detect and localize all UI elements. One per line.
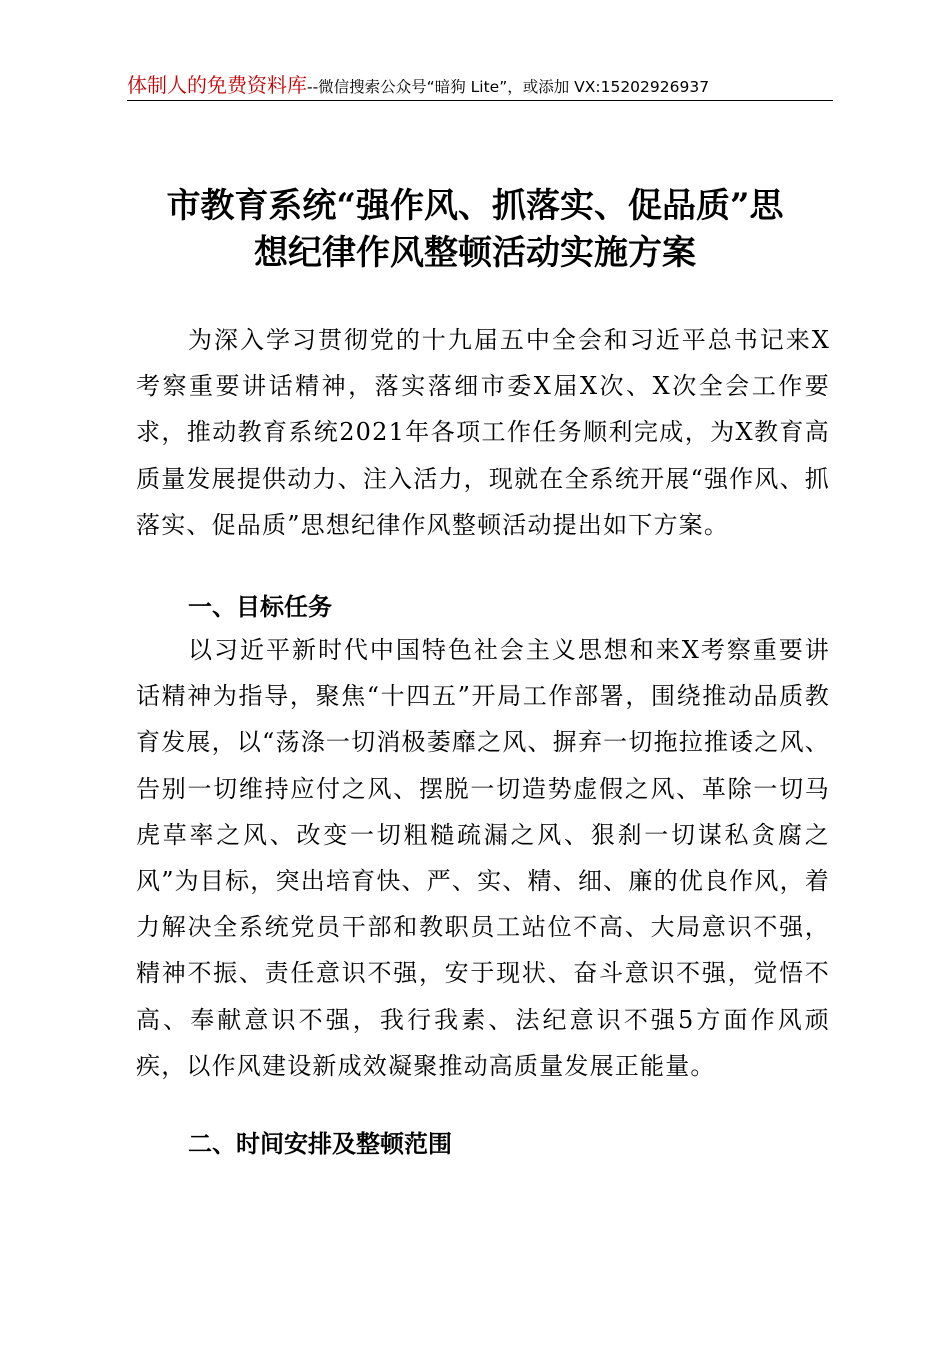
- title-line-2: 想纪律作风整顿活动实施方案: [254, 233, 696, 273]
- page-header: [127, 72, 833, 101]
- intro-paragraph: 为深入学习贯彻党的十九届五中全会和习近平总书记来X考察重要讲话精神，落实落细市委X届X次、X次全会工作要求，推动教育系统2021年各项工作任务顺利完成，为X教育高质量发展提供动力、注入活力，现就在全系统开展“强作风、抓落实、促品质”思想纪律作风整顿活动提出如下方案。: [136, 326, 830, 539]
- document-title: [110, 183, 840, 277]
- goals-paragraph: 以习近平新时代中国特色社会主义思想和来X考察重要讲话精神为指导，聚焦“十四五”开局工作部署，围绕推动品质教育发展，以“荡涤一切消极萎靡之风、摒弃一切拖拉推诿之风、告别一切维持应付之风、摆脱一切造势虚假之风、革除一切马虎草率之风、改变一切粗糙疏漏之风、狠刹一切谋私贪腐之风”为目标，突出培育快、严、实、精、细、廉的优良作风，着力解决全系统党员干部和教职员工站位不高、大局意识不强，精神不振、责任意识不强，安于现状、奋斗意识不强，觉悟不高、奉献意识不强，我行我素、法纪意识不强5方面作风顽疾，以作风建设新成效凝聚推动高质量发展正能量。: [136, 636, 830, 1080]
- header-brand: 体制人的免费资料库: [127, 73, 307, 97]
- section-heading-goals: 一、目标任务: [188, 593, 332, 621]
- section-heading-schedule: 二、时间安排及整顿范围: [188, 1130, 452, 1158]
- title-line-1: 市教育系统“强作风、抓落实、促品质”思: [166, 186, 784, 226]
- header-note: --微信搜索公众号“暗狗 Lite”，或添加 VX:15202926937: [307, 78, 710, 96]
